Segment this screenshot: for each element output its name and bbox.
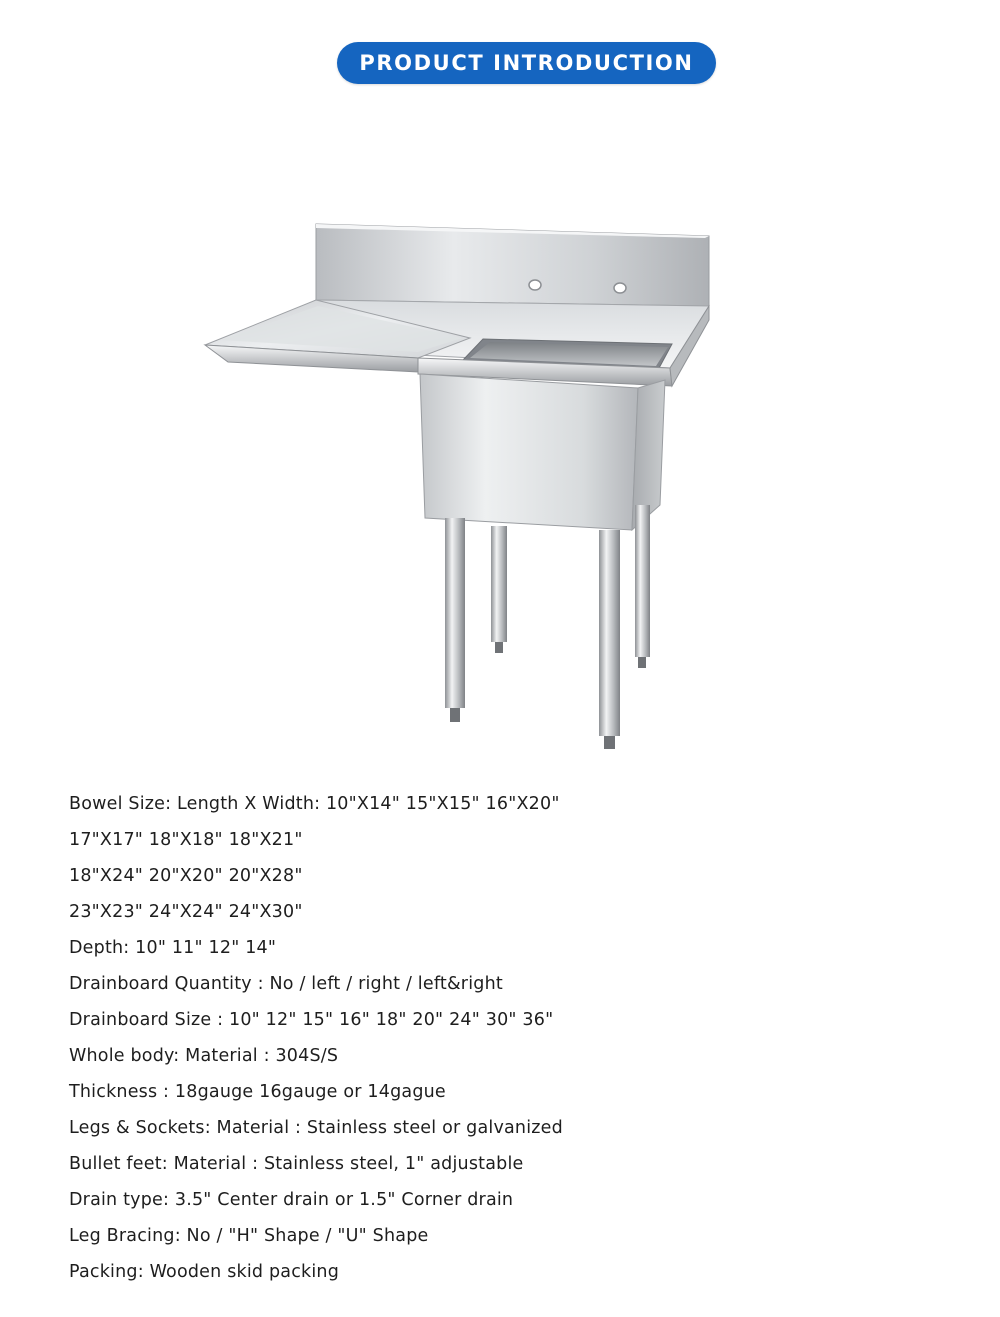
spec-drainboard-size: Drainboard Size : 10" 12" 15" 16" 18" 20" 24" 30" 36" — [69, 1010, 554, 1030]
spec-leg-bracing: Leg Bracing: No / "H" Shape / "U" Shape — [69, 1226, 429, 1246]
spec-bowl-size-cont-3: 23"X23" 24"X24" 24"X30" — [69, 902, 303, 922]
section-title: PRODUCT INTRODUCTION — [359, 51, 694, 75]
section-title-badge — [337, 42, 716, 84]
spec-legs-sockets: Legs & Sockets: Material : Stainless steel or galvanized — [69, 1118, 563, 1138]
spec-bowl-size-cont-1: 17"X17" 18"X18" 18"X21" — [69, 830, 303, 850]
spec-bowl-size-cont-2: 18"X24" 20"X20" 20"X28" — [69, 866, 303, 886]
spec-depth: Depth: 10" 11" 12" 14" — [69, 938, 277, 958]
spec-thickness: Thickness : 18gauge 16gauge or 14gague — [69, 1082, 446, 1102]
spec-drainboard-quantity: Drainboard Quantity : No / left / right / left&right — [69, 974, 503, 994]
spec-list — [69, 786, 563, 1290]
spec-bowl-size: Bowel Size: Length X Width: 10"X14" 15"X15" 16"X20" — [69, 794, 560, 814]
spec-bullet-feet: Bullet feet: Material : Stainless steel, 1" adjustable — [69, 1154, 524, 1174]
spec-drain-type: Drain type: 3.5" Center drain or 1.5" Corner drain — [69, 1190, 514, 1210]
spec-packing: Packing: Wooden skid packing — [69, 1262, 340, 1282]
sink-product-image — [180, 200, 760, 770]
spec-material: Whole body: Material : 304S/S — [69, 1046, 339, 1066]
